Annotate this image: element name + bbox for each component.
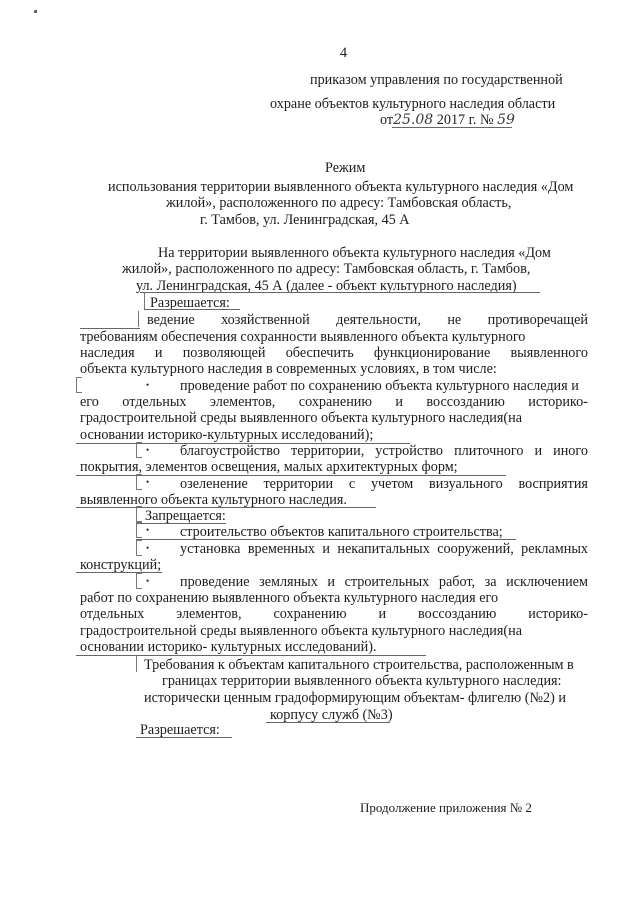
item-bracket-left [136,540,142,556]
word: воссозданию [426,394,505,410]
bullet-icon: • [146,576,150,586]
word: временных [247,541,315,557]
word: элементов, [209,394,276,410]
title-word: Режим [325,160,366,176]
item-3-box-bottom [76,507,376,508]
word: территории, [291,443,365,459]
title-line-1: использования территории выявленного объекта культурного наследия «Дом [108,179,574,195]
requirements-line-4: корпусу служб (№3) [270,707,393,723]
word: земляных [259,574,318,590]
word: хозяйственной [221,312,310,328]
forbidden-heading: Запрещается: [145,508,226,524]
item-bracket-left [136,474,142,490]
word: выявленного [510,345,588,361]
word: строительных [344,574,430,590]
word: и [378,606,387,622]
allowed-heading-2: Разрешается: [140,722,220,738]
date-prefix: от [380,112,394,128]
allowed-para-line-2: требованиям обеспечения сохранности выявленного объекта культурного [80,329,526,345]
allowed-heading: Разрешается: [150,295,230,311]
forbidden-item-2-line-2: конструкций; [80,557,162,573]
word: сохранению [273,606,347,622]
word: восприятия [518,476,588,492]
intro-line-2: жилой», расположенного по адресу: Тамбовская область, г. Тамбов, [122,261,531,277]
word: территории [263,476,334,492]
word: установка [180,541,241,557]
allowed-item-1-line-4: основании историко-культурных исследований); [80,427,374,443]
word: его [80,394,99,410]
word: учетом [370,476,414,492]
forbidden-item-3-line-2: работ по сохранению выявленного объекта культурного наследия его [80,590,499,606]
forbidden-item-1: строительство объектов капитального строительства; [180,524,503,540]
word: и [534,443,543,459]
requirements-box-bottom [266,722,390,723]
forbidden-item-3-line-1 [180,574,588,590]
word: и [327,574,335,590]
forbidden-item-3-line-3 [80,606,588,622]
word: отдельных [80,606,145,622]
item-bracket-left [76,377,82,393]
bullet-icon: • [146,380,150,390]
header-line-2: охране объектов культурного наследия области [270,96,556,112]
forbidden-item-3-line-4: градостроительной среды выявленного объекта культурного наследия(на [80,623,523,639]
word: противоречащей [487,312,588,328]
allowed-item-2-line-1 [180,443,588,459]
bullet-icon: • [146,477,150,487]
intro-box-left [144,293,145,309]
word: сооружений, [437,541,514,557]
word: сохранению [298,394,372,410]
handwritten-date: 25.08 [393,112,434,128]
para-box-left [138,311,139,327]
word: работ, [438,574,476,590]
allowed-item-1-line-1: проведение работ по сохранению объекта культурного наследия и [180,378,579,394]
word: иного [553,443,588,459]
word: плиточного [454,443,524,459]
date-year: 2017 г. [436,112,477,128]
intro-line-3: ул. Ленинградская, 45 А (далее - объект культурного наследия) [136,278,517,294]
requirements-line-2: границах территории выявленного объекта культурного наследия: [162,673,562,689]
title-line-2: жилой», расположенного по адресу: Тамбовская область, [166,195,512,211]
word: озеленение [180,476,248,492]
allowed-para-line-1 [147,312,588,328]
word: рекламных [521,541,588,557]
bullet-icon: • [146,525,150,535]
word: и [322,541,330,557]
item-bracket-left [136,522,142,538]
item-bracket-left [136,442,142,458]
allowed-item-1-line-2 [80,394,588,410]
word: и [154,345,163,361]
intro-box-bottom [140,292,540,293]
bullet-icon: • [146,445,150,455]
page-number: 4 [340,45,348,61]
word: и [395,394,403,410]
requirements-line-1: Требования к объектам капитального строительства, расположенным в [144,657,574,673]
word: историко- [528,394,588,410]
word: проведение [180,574,250,590]
forbidden-item-2-line-1 [180,541,588,557]
word: воссозданию [418,606,497,622]
word: исключением [506,574,588,590]
date-underline [392,127,512,128]
word: не [447,312,462,328]
allowed-heading-2-underline [136,737,232,738]
word: функционирование [373,345,491,361]
allowed-para-line-3 [80,345,588,361]
word: элементов, [176,606,242,622]
header-date-line [380,112,515,128]
word: деятельности, [336,312,421,328]
forbidden-item-3-line-5: основании историко- культурных исследований). [80,639,377,655]
word: за [484,574,497,590]
allowed-para-line-4: объекта культурного наследия в современных условиях, в том числе: [80,361,497,377]
allowed-item-1-line-3: градостроительной среды выявленного объекта культурного наследия(на [80,410,523,426]
intro-line-1: На территории выявленного объекта культурного наследия «Дом [158,245,551,261]
item-bracket-left [136,506,142,522]
header-line-1: приказом управления по государственной [310,72,563,88]
allowed-item-3-line-2: выявленного объекта культурного наследия. [80,492,347,508]
requirements-line-3: исторически ценным градоформирующим объектам- флигелю (№2) и [144,690,566,706]
footer-note: Продолжение приложения № 2 [360,800,532,815]
item-bracket-left [136,573,142,589]
allowed-item-2-line-2: покрытия, элементов освещения, малых архитектурных форм; [80,459,458,475]
word: отдельных [122,394,187,410]
number-prefix: № [479,112,494,128]
word: визуального [429,476,503,492]
forbidden-item-1-underline [136,539,516,540]
handwritten-number: 59 [497,112,515,128]
scan-mark [34,10,37,13]
allowed-item-3-line-1 [180,476,588,492]
bullet-icon: • [146,543,150,553]
title-line-3: г. Тамбов, ул. Ленинградская, 45 А [200,212,410,228]
word: с [348,476,356,492]
forbidden-item-3-underline [76,655,426,656]
allowed-heading-underline [144,309,240,310]
word: историко- [528,606,588,622]
word: наследия [80,345,135,361]
req-box-left [136,656,137,672]
word: позволяющей [182,345,266,361]
word: обеспечить [285,345,354,361]
word: ведение [147,312,195,328]
word: устройство [375,443,444,459]
word: некапитальных [337,541,430,557]
word: благоустройство [180,443,280,459]
